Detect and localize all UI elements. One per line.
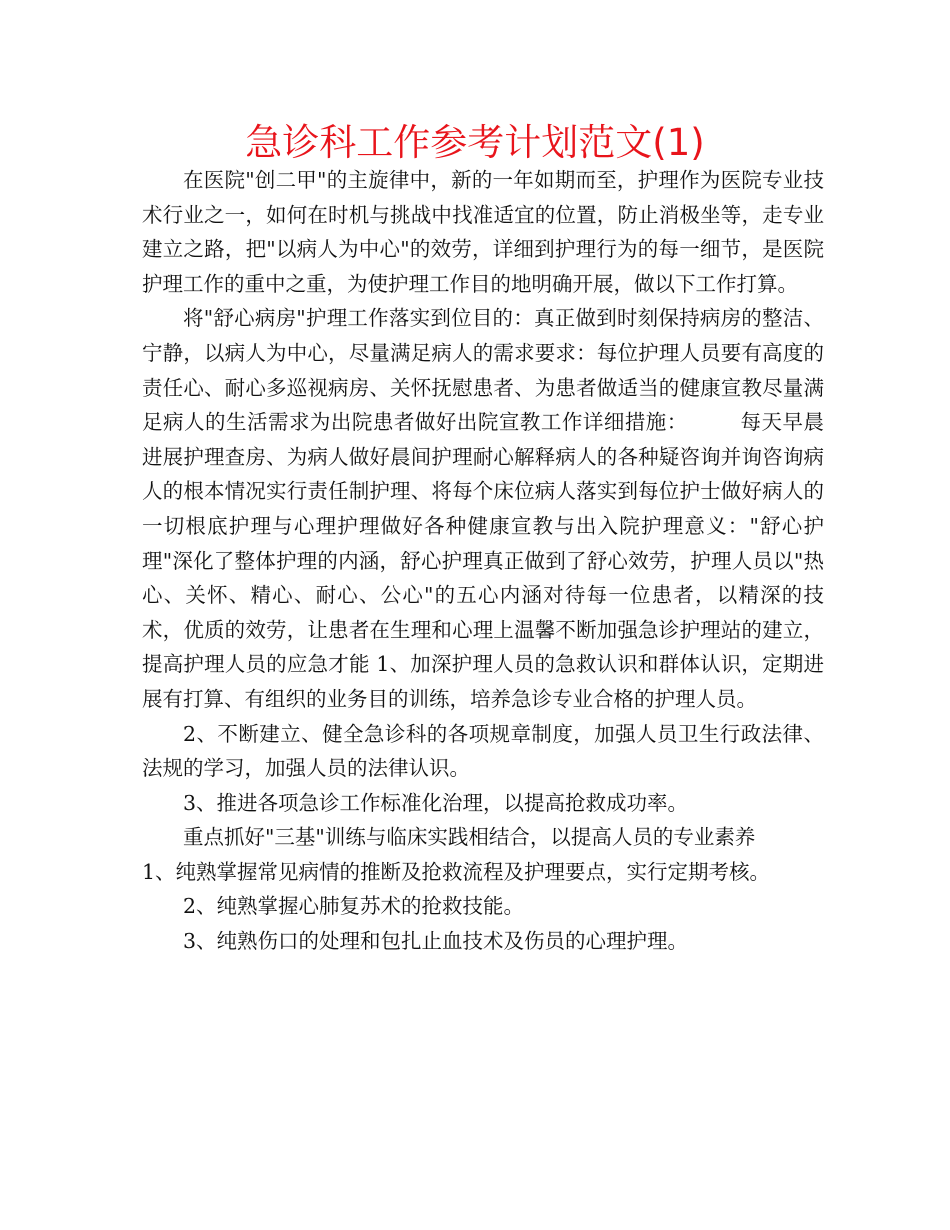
paragraph-item-2-cpr: 2、纯熟掌握心肺复苏术的抢救技能。: [183, 894, 525, 919]
paragraph-item-3-wound-care: 3、纯熟伤口的处理和包扎止血技术及伤员的心理护理。: [183, 929, 689, 954]
paragraph-item-2-regulations: 2、不断建立、健全急诊科的各项规章制度，加强人员卫生行政法律、法规的学习，加强人员的法律认识。: [142, 721, 824, 781]
paragraph-three-basics: 重点抓好"三基"训练与临床实践相结合，以提高人员的专业素养: [183, 825, 756, 850]
paragraph-item-1-skills: 1、纯熟掌握常见病情的推断及抢救流程及护理要点，实行定期考核。: [142, 859, 771, 884]
document-title: 急诊科工作参考计划范文(1): [245, 121, 705, 164]
paragraph-item-3-standardization: 3、推进各项急诊工作标准化治理，以提高抢救成功率。: [183, 790, 689, 815]
paragraph-intro: 在医院"创二甲"的主旋律中，新的一年如期而至，护理作为医院专业技术行业之一，如何在时机与挑战中找准适宜的位置，防止消极坐等，走专业建立之路，把"以病人为中心"的效劳，详细到护理行为的每一细节，是医院护理工作的重中之重，为使护理工作目的地明确开展，做以下工作打算。: [142, 168, 824, 296]
paragraph-comfort-ward: 将"舒心病房"护理工作落实到位目的：真正做到时刻保持病房的整洁、宁静，以病人为中心，尽量满足病人的需求要求：每位护理人员要有高度的责任心、耐心多巡视病房、关怀抚慰患者、为患者做适当的健康宣教尽量满足病人的生活需求为出院患者做好出院宣教工作详细措施： 每天早晨进展护理查房、为病人做好晨间护理耐心解释病人的各种疑咨询并询咨询病人的根本情况实行责任制护理、将每个床位病人落实到每位护士做好病人的一切根底护理与心理护理做好各种健康宣教与出入院护理意义："舒心护理"深化了整体护理的内涵，舒心护理真正做到了舒心效劳，护理人员以"热心、关怀、精心、耐心、公心"的五心内涵对待每一位患者，以精深的技术，优质的效劳，让患者在生理和心理上温馨不断加强急诊护理站的建立，提高护理人员的应急才能 1、加深护理人员的急救认识和群体认识，定期进展有打算、有组织的业务目的训练，培养急诊专业合格的护理人员。: [142, 306, 824, 711]
document-body: [142, 163, 824, 959]
